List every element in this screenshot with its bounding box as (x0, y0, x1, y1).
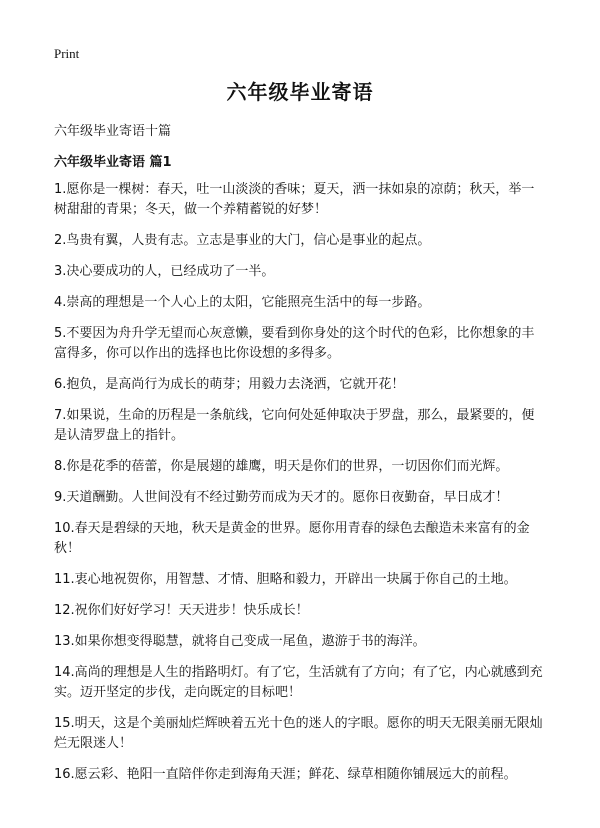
list-item: 9.天道酬勤。人世间没有不经过勤劳而成为天才的。愿你日夜勤奋，早日成才！ (54, 490, 509, 505)
document-subtitle: 六年级毕业寄语十篇 (54, 124, 172, 139)
list-item: 14.高尚的理想是人生的指路明灯。有了它，生活就有了方向；有了它，内心就感到充实。迈开坚定的步伐，走向既定的目标吧！ (54, 665, 543, 700)
list-item: 2.鸟贵有翼，人贵有志。立志是事业的大门，信心是事业的起点。 (54, 233, 431, 248)
list-item: 13.如果你想变得聪慧，就将自己变成一尾鱼，遨游于书的海洋。 (54, 634, 426, 649)
list-item: 1.愿你是一棵树：春天，吐一山淡淡的香味；夏天，洒一抹如泉的凉荫；秋天，举一树甜甜的青果；冬天，做一个养精蓄锐的好梦！ (54, 182, 535, 217)
list-item: 12.祝你们好好学习！天天进步！快乐成长！ (54, 603, 309, 618)
list-item: 15.明天，这是个美丽灿烂辉映着五光十色的迷人的字眼。愿你的明天无限美丽无限灿烂无限迷人！ (54, 716, 543, 751)
list-item: 10.春天是碧绿的天地，秋天是黄金的世界。愿你用青春的绿色去酿造未来富有的金秋！ (54, 521, 530, 556)
section-heading: 六年级毕业寄语 篇1 (54, 155, 172, 170)
message-list (54, 180, 544, 796)
print-link[interactable]: Print (54, 46, 80, 61)
list-item: 6.抱负，是高尚行为成长的萌芽；用毅力去浇洒，它就开花！ (54, 377, 405, 392)
list-item: 5.不要因为舟升学无望而心灰意懒，要看到你身处的这个时代的色彩，比你想象的丰富得多，你可以作出的选择也比你设想的多得多。 (54, 326, 535, 361)
list-item: 8.你是花季的蓓蕾，你是展翅的雄鹰，明天是你们的世界，一切因你们而光辉。 (54, 459, 509, 474)
list-item: 11.衷心地祝贺你，用智慧、才情、胆略和毅力，开辟出一块属于你自己的土地。 (54, 572, 517, 587)
list-item: 7.如果说，生命的历程是一条航线，它向何处延伸取决于罗盘，那么，最紧要的，便是认清罗盘上的指针。 (54, 408, 535, 443)
page-title: 六年级毕业寄语 (226, 80, 374, 104)
list-item: 3.决心要成功的人，已经成功了一半。 (54, 264, 275, 279)
list-item: 16.愿云彩、艳阳一直陪伴你走到海角天涯；鲜花、绿草相随你铺展远大的前程。 (54, 767, 517, 782)
list-item: 4.崇高的理想是一个人心上的太阳，它能照亮生活中的每一步路。 (54, 295, 431, 310)
